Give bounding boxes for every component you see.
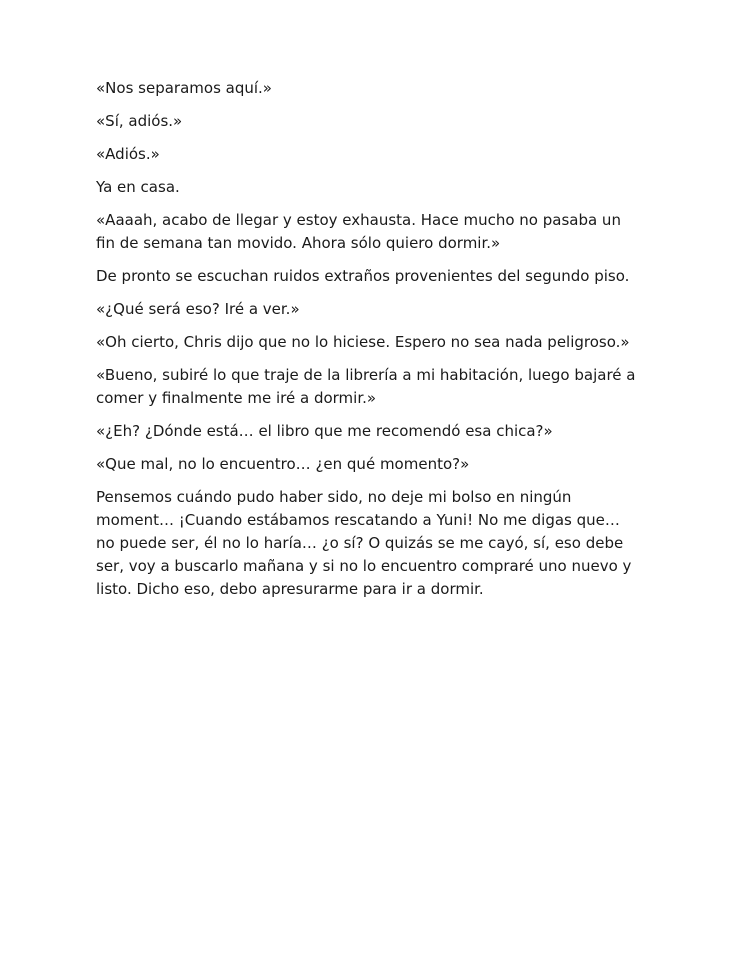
paragraph-6: De pronto se escuchan ruidos extraños provenientes del segundo piso.: [96, 267, 630, 285]
paragraph-5: «Aaaah, acabo de llegar y estoy exhausta. Hace mucho no pasaba un fin de semana tan movido. Ahora sólo quiero dormir.»: [96, 211, 621, 252]
paragraph-1: «Nos separamos aquí.»: [96, 79, 272, 97]
document-body: [96, 77, 641, 611]
paragraph-3: «Adiós.»: [96, 145, 160, 163]
paragraph-2: «Sí, adiós.»: [96, 112, 183, 130]
paragraph-4: Ya en casa.: [96, 178, 180, 196]
paragraph-12: Pensemos cuándo pudo haber sido, no deje mi bolso en ningún moment… ¡Cuando estábamos rescatando a Yuni! No me digas que… no puede ser, él no lo haría… ¿o sí? O quizás se me cayó, sí, eso debe ser, voy a buscarlo mañana y si no lo encuentro compraré uno nuevo y listo. Dicho eso, debo apresurarme para ir a dormir.: [96, 488, 632, 598]
paragraph-10: «¿Eh? ¿Dónde está… el libro que me recomendó esa chica?»: [96, 422, 553, 440]
paragraph-8: «Oh cierto, Chris dijo que no lo hiciese. Espero no sea nada peligroso.»: [96, 333, 630, 351]
paragraph-7: «¿Qué será eso? Iré a ver.»: [96, 300, 300, 318]
paragraph-11: «Que mal, no lo encuentro… ¿en qué momento?»: [96, 455, 470, 473]
paragraph-9: «Bueno, subiré lo que traje de la librería a mi habitación, luego bajaré a comer y finalmente me iré a dormir.»: [96, 366, 636, 407]
